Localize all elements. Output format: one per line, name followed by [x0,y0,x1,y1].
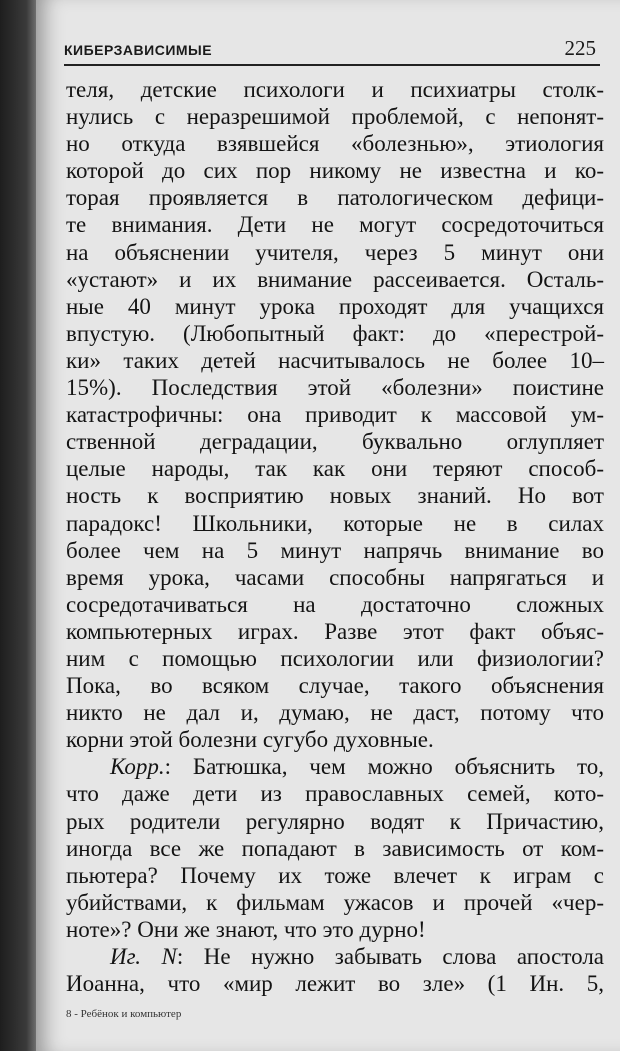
text-line: компьютерных играх. Разве этот факт объяс- [66,618,604,644]
text-line: более чем на 5 минут напрячь внимание во [66,537,604,563]
text-line: рых родители регулярно водят к Причастию, [66,808,604,834]
text-line: торая проявляется в патологическом дефици- [66,185,604,211]
dialogue-line [66,753,604,780]
text-line: время урока, часами способны напрягаться и [66,564,604,590]
running-head [64,36,600,66]
text-line: убийствами, к фильмам ужасов и прочей «чер- [66,889,604,915]
text-line: иногда все же попадают в зависимость от ком- [66,835,604,861]
text-line: ные 40 минут урока проходят для учащихся [66,293,604,319]
text-line: впустую. (Любопытный факт: до «перестрой- [66,320,604,346]
dialogue-line [66,943,604,970]
speaker-label: Иг. N [110,944,177,969]
text-line: теля, детские психологи и психиатры столк- [66,77,604,102]
text-line: целые народы, так как они теряют способ- [66,456,604,482]
dialogue-text: : Не нужно забывать слова апостола [176,944,604,969]
text-line: на объяснении учителя, через 5 минут они [66,239,604,265]
speaker-label: Корр. [110,754,165,780]
text-line: ним с помощью психологии или физиологии? [66,645,604,671]
text-line: Иоанна, что «мир лежит во зле» (1 Ин. 5, [66,971,604,997]
text-line: катастрофичны: она приводит к массовой ум- [66,402,604,428]
text-line: ственной деградации, буквально оглупляет [66,429,604,455]
text-line: нулись с неразрешимой проблемой, с непонят- [66,104,604,130]
text-line: сосредотачиваться на достаточно сложных [66,591,604,617]
body-text [66,76,604,997]
text-line: ки» таких детей насчитывалось не более 10– [66,347,604,373]
page-number: 225 [564,36,596,60]
text-line: Пока, во всяком случае, такого объяснения [66,673,604,699]
text-line: корни этой болезни сугубо духовные. [66,727,434,753]
text-line: те внимания. Дети не могут сосредоточиться [66,212,604,238]
text-line: пьютера? Почему их тоже влечет к играм с [66,862,604,888]
text-line: «устают» и их внимание рассеивается. Осталь- [66,266,604,292]
text-line: что даже дети из православных семей, кото- [66,781,604,807]
text-line: парадокс! Школьники, которые не в силах [66,510,604,536]
text-line: никто не дал и, думаю, не даст, потому что [66,700,604,726]
text-line: ноте»? Они же знают, что это дурно! [66,916,426,942]
text-line: которой до сих пор никому не известна и ко- [66,158,604,184]
text-line: 15%). Последствия этой «болезни» поистине [66,375,604,401]
page-footer: 8 - Ребёнок и компьютер [66,1008,182,1020]
running-head-title: КИБЕРЗАВИСИМЫЕ [64,42,213,58]
text-line: ность к восприятию новых знаний. Но вот [66,483,604,509]
text-line: но откуда взявшейся «болезнью», этиология [66,131,604,157]
dialogue-text: : Батюшка, чем можно объяснить то, [164,754,604,780]
